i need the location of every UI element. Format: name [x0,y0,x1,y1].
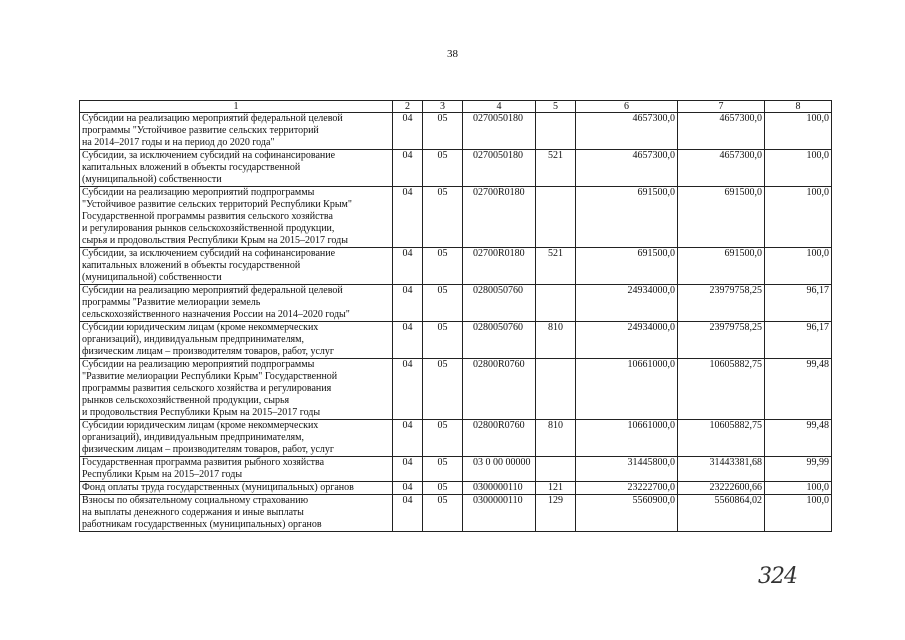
target-article-cell: 0300000110 [463,495,536,532]
row-name-cell: Государственная программа развития рыбного хозяйства Республики Крым на 2015–2017 годы [80,457,393,482]
row-name-cell: Субсидии юридическим лицам (кроме некоммерческих организаций), индивидуальным предпринимателям, физическим лицам – производителям товаров, работ, услуг [80,420,393,457]
subsection-code-cell: 05 [423,420,463,457]
subsection-code-cell: 05 [423,359,463,420]
section-code-cell: 04 [393,420,423,457]
expense-type-cell [536,457,576,482]
planned-amount-cell: 10661000,0 [576,420,678,457]
target-article-cell: 0270050180 [463,150,536,187]
row-name-cell: Субсидии юридическим лицам (кроме некоммерческих организаций), индивидуальным предпринимателям, физическим лицам – производителям товаров, работ, услуг [80,322,393,359]
expense-type-cell: 810 [536,420,576,457]
section-code-cell: 04 [393,150,423,187]
table-row [80,150,832,187]
planned-amount-cell: 691500,0 [576,248,678,285]
planned-amount-cell: 10661000,0 [576,359,678,420]
table-row [80,248,832,285]
section-code-cell: 04 [393,248,423,285]
planned-amount-cell: 24934000,0 [576,285,678,322]
execution-percent-cell: 100,0 [765,248,832,285]
execution-percent-cell: 99,99 [765,457,832,482]
execution-percent-cell: 100,0 [765,150,832,187]
header-cell: 4 [463,101,536,113]
execution-percent-cell: 99,48 [765,420,832,457]
section-code-cell: 04 [393,187,423,248]
execution-percent-cell: 100,0 [765,113,832,150]
row-name-cell: Субсидии на реализацию мероприятий подпрограммы "Устойчивое развитие сельских территорий Республики Крым" Государственной программы развития сельского хозяйства и регулирования рынков сельскохозяйственной продукции, сырья и продовольствия Республики Крым на 2015–2017 годы [80,187,393,248]
planned-amount-cell: 31445800,0 [576,457,678,482]
executed-amount-cell: 4657300,0 [678,113,765,150]
expense-type-cell: 129 [536,495,576,532]
target-article-cell: 0300000110 [463,482,536,495]
execution-percent-cell: 96,17 [765,285,832,322]
planned-amount-cell: 691500,0 [576,187,678,248]
target-article-cell: 0280050760 [463,285,536,322]
expense-type-cell: 121 [536,482,576,495]
executed-amount-cell: 10605882,75 [678,420,765,457]
planned-amount-cell: 5560900,0 [576,495,678,532]
execution-percent-cell: 100,0 [765,495,832,532]
expense-type-cell [536,187,576,248]
page-number: 38 [447,48,458,60]
table-row [80,457,832,482]
header-cell: 6 [576,101,678,113]
expense-type-cell: 521 [536,150,576,187]
section-code-cell: 04 [393,285,423,322]
target-article-cell: 02700R0180 [463,248,536,285]
row-name-cell: Фонд оплаты труда государственных (муниципальных) органов [80,482,393,495]
target-article-cell: 02800R0760 [463,420,536,457]
section-code-cell: 04 [393,322,423,359]
handwritten-page-note: 324 [758,564,797,589]
section-code-cell: 04 [393,495,423,532]
executed-amount-cell: 4657300,0 [678,150,765,187]
header-row [80,101,832,113]
subsection-code-cell: 05 [423,248,463,285]
expense-type-cell [536,359,576,420]
executed-amount-cell: 31443381,68 [678,457,765,482]
planned-amount-cell: 24934000,0 [576,322,678,359]
table-row [80,187,832,248]
section-code-cell: 04 [393,457,423,482]
row-name-cell: Субсидии, за исключением субсидий на софинансирование капитальных вложений в объекты государственной (муниципальной) собственности [80,150,393,187]
execution-percent-cell: 96,17 [765,322,832,359]
subsection-code-cell: 05 [423,322,463,359]
subsection-code-cell: 05 [423,150,463,187]
executed-amount-cell: 23979758,25 [678,285,765,322]
budget-table [79,100,832,532]
table-row [80,322,832,359]
target-article-cell: 0280050760 [463,322,536,359]
executed-amount-cell: 691500,0 [678,248,765,285]
expense-type-cell [536,285,576,322]
table-row [80,495,832,532]
table-row [80,482,832,495]
header-cell: 8 [765,101,832,113]
planned-amount-cell: 4657300,0 [576,113,678,150]
execution-percent-cell: 100,0 [765,187,832,248]
executed-amount-cell: 691500,0 [678,187,765,248]
expense-type-cell: 521 [536,248,576,285]
target-article-cell: 0270050180 [463,113,536,150]
header-cell: 7 [678,101,765,113]
row-name-cell: Субсидии на реализацию мероприятий федеральной целевой программы "Развитие мелиорации земель сельскохозяйственного назначения России на 2014–2020 годы" [80,285,393,322]
target-article-cell: 03 0 00 00000 [463,457,536,482]
target-article-cell: 02700R0180 [463,187,536,248]
subsection-code-cell: 05 [423,187,463,248]
expense-type-cell: 810 [536,322,576,359]
executed-amount-cell: 23979758,25 [678,322,765,359]
table-row [80,285,832,322]
header-cell: 3 [423,101,463,113]
table-row [80,113,832,150]
row-name-cell: Субсидии на реализацию мероприятий подпрограммы "Развитие мелиорации Республики Крым" Государственной программы развития сельского хозяйства и регулирования рынков сельскохозяйственной продукции, сырья и продовольствия Республики Крым на 2015–2017 годы [80,359,393,420]
planned-amount-cell: 23222700,0 [576,482,678,495]
row-name-cell: Взносы по обязательному социальному страхованию на выплаты денежного содержания и иные выплаты работникам государственных (муниципальных) органов [80,495,393,532]
subsection-code-cell: 05 [423,482,463,495]
table-row [80,359,832,420]
section-code-cell: 04 [393,359,423,420]
subsection-code-cell: 05 [423,495,463,532]
execution-percent-cell: 100,0 [765,482,832,495]
executed-amount-cell: 23222600,66 [678,482,765,495]
target-article-cell: 02800R0760 [463,359,536,420]
executed-amount-cell: 10605882,75 [678,359,765,420]
subsection-code-cell: 05 [423,285,463,322]
section-code-cell: 04 [393,113,423,150]
executed-amount-cell: 5560864,02 [678,495,765,532]
section-code-cell: 04 [393,482,423,495]
execution-percent-cell: 99,48 [765,359,832,420]
header-cell: 1 [80,101,393,113]
subsection-code-cell: 05 [423,113,463,150]
header-cell: 2 [393,101,423,113]
planned-amount-cell: 4657300,0 [576,150,678,187]
subsection-code-cell: 05 [423,457,463,482]
header-cell: 5 [536,101,576,113]
expense-type-cell [536,113,576,150]
table-row [80,420,832,457]
row-name-cell: Субсидии, за исключением субсидий на софинансирование капитальных вложений в объекты государственной (муниципальной) собственности [80,248,393,285]
row-name-cell: Субсидии на реализацию мероприятий федеральной целевой программы "Устойчивое развитие сельских территорий на 2014–2017 годы и на период до 2020 года" [80,113,393,150]
